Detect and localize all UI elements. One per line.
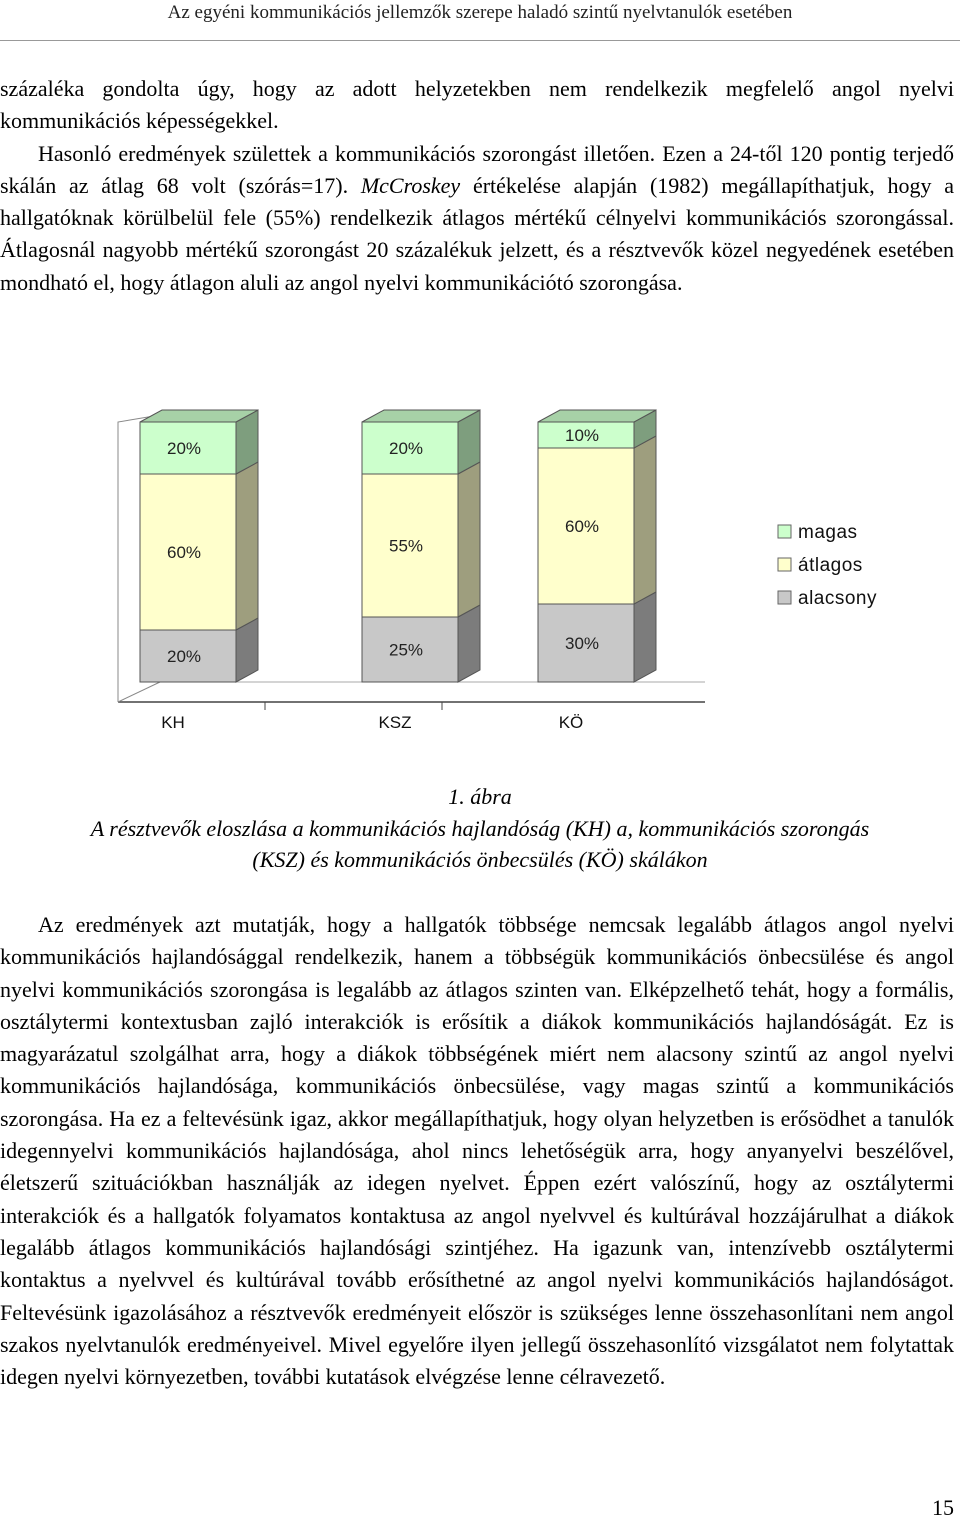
bar-side-KH-átlagos [236,462,258,630]
bar-top-KSZ [362,410,480,422]
bar-side-KÖ-alacsony [634,592,656,682]
legend-swatch-átlagos [778,558,791,571]
running-head: Az egyéni kommunikációs jellemzők szerepe haladó szintű nyelvtanulók esetében [167,2,793,23]
paragraph-3: Az eredmények azt mutatják, hogy a hallgatók többsége nemcsak legalább átlagos angol nyelvi kommunikációs hajlandósággal rendelkezik, hanem a többségük kommunikációs önbecsülése és angol nyelvi kommunikációs szorongása is legalább az átlagos szinten van. Elképzelhető tehát, hogy a formális, osztálytermi kontextusban zajló interakciók is erősítik a diákok kommunikációs hajlandóságát. Ez is magyarázatul szolgálhat arra, hogy a diákok többségének miért nem alacsony szintű az angol nyelvi kommunikációs hajlandósága, kommunikációs önbecsülése, vagy magas szintű a kommunikációs szorongása. Ha ez a feltevésünk igaz, akkor megállapíthatjuk, hogy olyan helyzetben is erősödhet a tanulók idegennyelvi kommunikációs hajlandósága, ahol nincs lehetőségük arra, hogy anyanyelvi beszélővel, életszerű szituációkban használják az idegen nyelvet. Éppen ezért valószínű, hogy az osztálytermi interakciók és a hallgatók folyamatos kontaktusa az angol nyelvvel és kultúrával hozzájárulhat a diákok legalább átlagos kommunikációs hajlandósági szintjéhez. Ha igazunk van, intenzívebb osztálytermi kontaktus a nyelvvel és kultúrával tovább erősíthetné az angol nyelvi kommunikációs hajlandóságot. Feltevésünk igazolásához a résztvevők eredményeit először is szükséges lenne összehasonlítani nem angol szakos nyelvtanulók eredményeivel. Mivel egyelőre ilyen jellegű összehasonlító vizsgálatot nem folytattak idegen nyelvi környezetben, további kutatások elvégzése lenne célravezető. [0,912,954,1390]
bar-side-KSZ-átlagos [458,462,480,617]
bar-top-KH [140,410,258,422]
data-label-KÖ-átlagos: 60% [564,517,600,536]
data-label-KH-alacsony: 20% [166,647,202,666]
paragraph-2-part-a: Hasonló eredmények születtek a kommunikációs szorongást illetően. Ezen a 24-től 120 pontig terjedő skálán az átlag 68 volt (szórás=17). [0,140,954,198]
category-label-KÖ: KÖ [558,713,584,732]
page-number: 15 [932,1495,954,1520]
author-name: McCroskey [360,172,461,198]
header-rule [0,40,960,41]
bar-side-KSZ-alacsony [458,605,480,682]
chart-floor-side [118,682,160,702]
paragraph-1: százaléka gondolta úgy, hogy az adott helyzetekben nem rendelkezik megfelelő angol nyelvi kommunikációs képességekkel. [0,76,954,134]
data-label-KÖ-alacsony: 30% [564,634,600,653]
category-label-KH: KH [161,713,185,732]
figure-number: 1. ábra [448,784,512,809]
category-label-KSZ: KSZ [378,713,412,732]
top-text-block [0,73,954,299]
figure-caption-line-2: (KSZ) és kommunikációs önbecsülés (KÖ) skálákon [252,847,708,872]
data-label-KÖ-magas: 10% [564,426,600,445]
figure-chart [0,380,960,740]
data-label-KH-magas: 20% [166,439,202,458]
legend-label-magas: magas [798,522,858,543]
stacked-bar-chart [0,380,960,740]
legend-swatch-alacsony [778,591,791,604]
figure-caption-line-1: A résztvevők eloszlása a kommunikációs hajlandóság (KH) a, kommunikációs szorongás [90,816,870,841]
data-label-KSZ-alacsony: 25% [388,640,424,660]
legend-swatch-magas [778,525,791,538]
bar-top-KÖ [538,410,656,422]
data-label-KSZ-magas: 20% [388,439,424,458]
data-label-KH-átlagos: 60% [166,543,202,562]
bottom-text-block [0,909,954,1393]
paragraph-2-part-b: értékelése alapján (1982) megállapíthatjuk, hogy a hallgatóknak körülbelül fele (55%) rendelkezik átlagos mértékű célnyelvi kommunikációs szorongással. Átlagosnál nagyobb mértékű szorongást 20 százalékuk jelzett, és a résztvevők közel negyedének esetében mondható el, hogy átlagon aluli az angol nyelvi kommunikációtó szorongása. [0,172,954,295]
paragraph-2 [0,138,954,299]
data-label-KSZ-átlagos: 55% [388,536,424,556]
legend-label-átlagos: átlagos [798,555,863,576]
legend-label-alacsony: alacsony [798,588,877,609]
bar-side-KÖ-átlagos [634,436,656,604]
